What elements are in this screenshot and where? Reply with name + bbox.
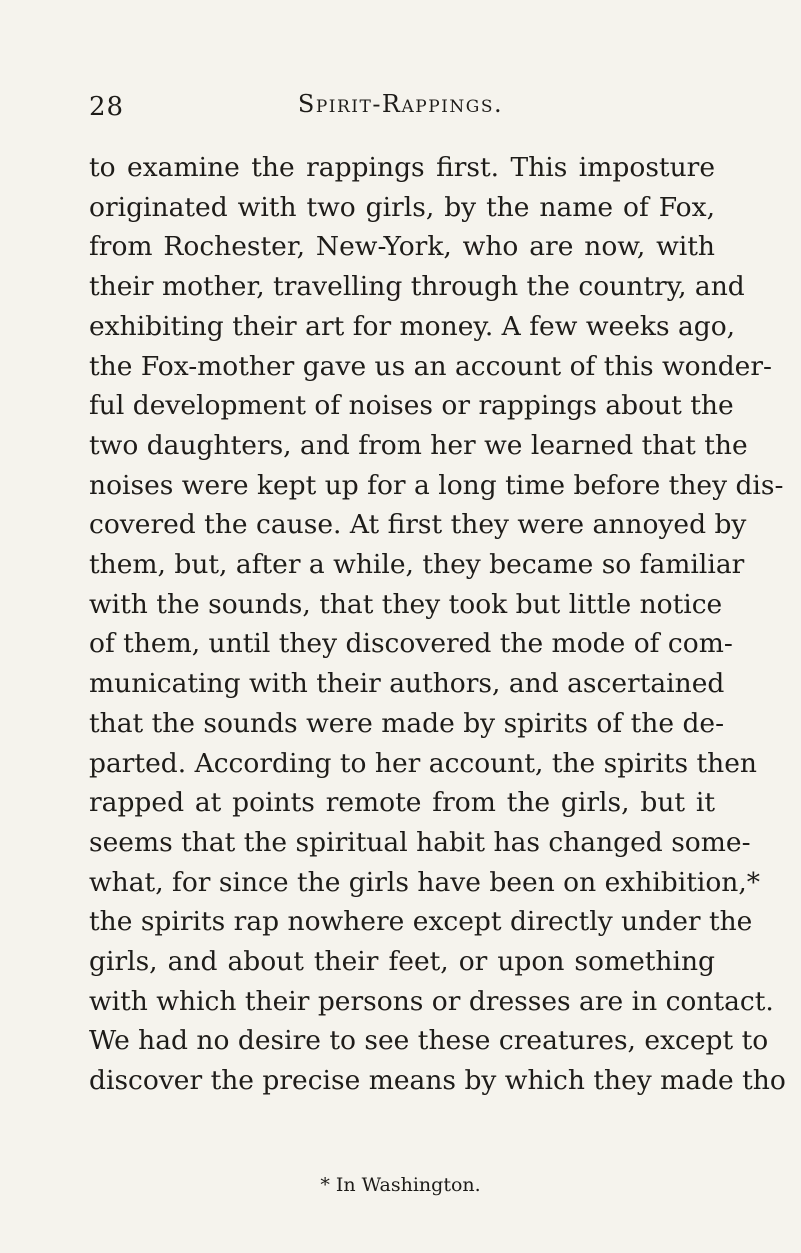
running-title: Spirit-Rappings. [297,90,504,118]
text-line: with the sounds, that they took but little notice [89,588,723,620]
text-line: the Fox-mother gave us an account of this wonder- [89,350,772,382]
text-line: We had no desire to see these creatures, except to [89,1025,769,1057]
text-line: what, for since the girls have been on exhibition,* [89,866,761,898]
page-number: 28 [89,92,125,122]
footnote: * In Washington. [320,1174,481,1196]
text-line: ful development of noises or rappings about the [89,390,734,422]
text-line: from Rochester, New-York, who are now, with [89,231,715,263]
text-line: exhibiting their art for money. A few weeks ago, [89,310,736,342]
text-line: the spirits rap nowhere except directly under the [89,906,753,938]
text-line: their mother, travelling through the country, and [89,271,745,303]
text-line: parted. According to her account, the spirits then [89,747,757,779]
text-line: with which their persons or dresses are in contact. [89,985,774,1017]
body-text [89,148,786,1101]
text-line: two daughters, and from her we learned that the [89,429,748,461]
text-line: them, but, after a while, they became so familiar [89,549,745,581]
text-line: seems that the spiritual habit has changed some- [89,826,751,858]
text-line: covered the cause. At first they were annoyed by [89,509,747,541]
text-line: that the sounds were made by spirits of the de- [89,707,725,739]
text-line: municating with their authors, and ascertained [89,668,725,700]
text-line: girls, and about their feet, or upon something [89,946,715,978]
text-line: discover the precise means by which they made tho [89,1065,786,1097]
text-line: of them, until they discovered the mode of com- [89,628,733,660]
text-line: originated with two girls, by the name of Fox, [89,191,715,223]
text-line: to examine the rappings first. This imposture [89,152,715,183]
text-line: noises were kept up for a long time before they dis- [89,469,784,501]
page-header [0,88,801,124]
text-line: rapped at points remote from the girls, but it [89,787,715,819]
